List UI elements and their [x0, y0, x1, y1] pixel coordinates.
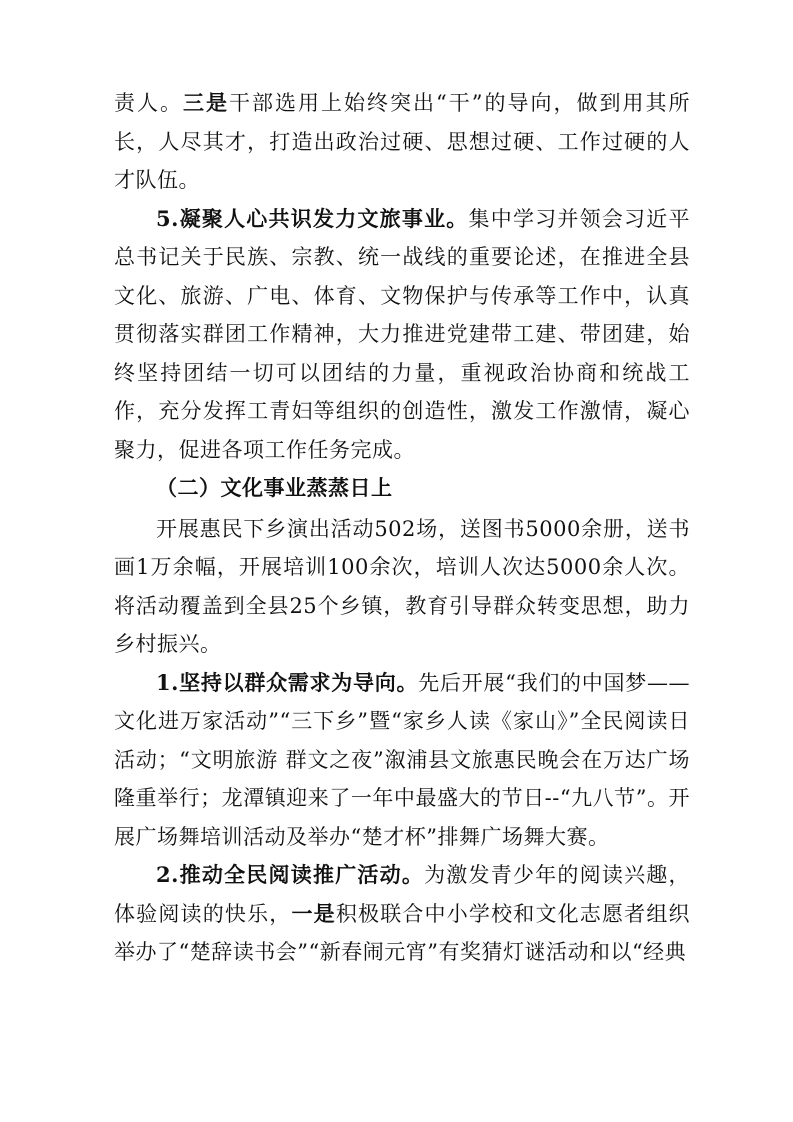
- section-point-title: 1.坚持以群众需求为导向。: [156, 669, 419, 695]
- paragraph-reading-promotion: [114, 856, 690, 972]
- paragraph-text: 集中学习并领会习近平总书记关于民族、宗教、统一战线的重要论述，在推进全县文化、旅游、广电、体育、文物保护与传承等工作中，认真贯彻落实群团工作精神，大力推进党建带工建、带团建，始终坚持团结一切可以团结的力量，重视政治协商和统战工作，充分发挥工青妇等组织的创造性，激发工作激情，凝心聚力，促进各项工作任务完成。: [114, 206, 691, 462]
- paragraph-text: 积极联合中小学校和文化志愿者组织举办了“楚辞读书会”“新春闹元宵”有奖猜灯谜活动和以“经典: [114, 901, 691, 964]
- document-body: [114, 84, 690, 972]
- paragraph-text: 开展惠民下乡演出活动502场，送图书5000余册，送书画1万余幅，开展培训100余次，培训人次达5000余人次。将活动覆盖到全县25个乡镇，教育引导群众转变思想，助力乡村振兴。: [114, 516, 690, 656]
- paragraph-cadre-selection: [114, 84, 690, 200]
- paragraph-text: 为激发青少年的阅读兴趣，体验阅读的快乐，: [114, 863, 691, 926]
- paragraph-text: 干部选用上始终突出“干”的导向，做到用其所长，人尽其才，打造出政治过硬、思想过硬、工作过硬的人才队伍。: [114, 91, 691, 192]
- paragraph-text: 先后开展“我们的中国梦——文化进万家活动”“三下乡”暨“家乡人读《家山》”全民阅读日活动；“文明旅游 群文之夜”溆浦县文旅惠民晚会在万达广场隆重举行；龙潭镇迎来了一年中最盛大的节日--“九八节”。开展广场舞培训活动及举办“楚才杯”排舞广场舞大赛。: [114, 670, 690, 849]
- enumeration-label: 一是: [291, 900, 336, 926]
- section-point-title: 2.推动全民阅读推广活动。: [156, 862, 425, 887]
- paragraph-public-demand: [114, 664, 690, 857]
- paragraph-cultural-tourism: [114, 200, 690, 470]
- enumeration-label: 三是: [183, 90, 230, 115]
- paragraph-text: 责人。: [114, 91, 184, 115]
- paragraph-outreach-summary: [114, 510, 690, 664]
- section-heading: （二）文化事业蒸蒸日上: [156, 476, 393, 500]
- section-point-title: 5.凝聚人心共识发力文旅事业。: [156, 205, 469, 231]
